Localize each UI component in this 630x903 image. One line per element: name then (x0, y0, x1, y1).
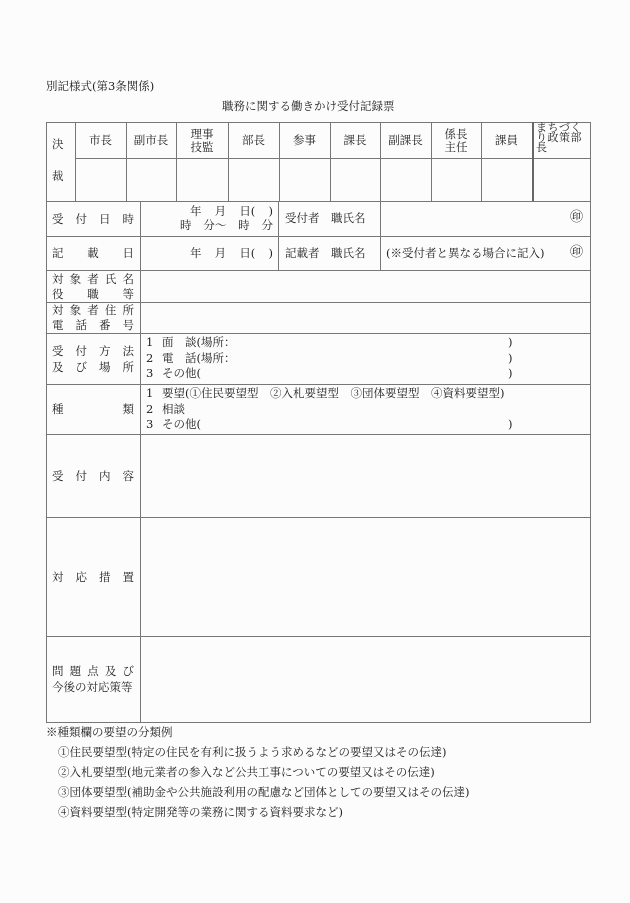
label-char: 話 (75, 318, 87, 332)
receiver-name-field[interactable] (382, 203, 567, 234)
approval-label-bottom: 裁 (52, 169, 64, 183)
approval-header: 課員 (495, 133, 518, 147)
label-char: 方 (99, 343, 111, 358)
approval-header: 部長 (242, 133, 265, 147)
approval-header: 副課長 (388, 133, 423, 147)
approval-stamp-slot[interactable] (381, 159, 430, 200)
option-number: 3 (146, 417, 154, 431)
option-close-paren: ) (508, 417, 513, 431)
approval-stamp-slot[interactable] (229, 159, 278, 200)
label-char: 所 (122, 303, 134, 317)
label-char: 氏 (104, 271, 117, 286)
label-char: 及 (52, 359, 64, 374)
label-char: 場 (99, 359, 111, 374)
label-char: び (122, 664, 134, 678)
approval-header: 参事 (293, 133, 316, 147)
record-date-field[interactable] (190, 247, 273, 260)
label-char: 号 (122, 318, 134, 332)
approval-stamp-slot[interactable] (280, 159, 329, 200)
form-reference: 別記様式(第3条関係) (46, 79, 155, 93)
year-unit: 年 (190, 204, 202, 218)
option-close-paren: ) (508, 366, 513, 380)
response-label (52, 518, 134, 636)
table-border-right (590, 122, 591, 723)
label-line: 今後の対応策等 (52, 680, 133, 694)
approval-header: 理事 技監 (190, 126, 214, 154)
approval-label-top: 決 (52, 137, 64, 151)
hour-unit: 時 (180, 218, 192, 232)
option-text[interactable]: その他( (162, 417, 201, 431)
label-char: 付 (75, 211, 87, 226)
approval-header: 副市長 (133, 133, 169, 147)
label-char: 日 (99, 211, 111, 226)
label-char: 象 (69, 271, 82, 286)
classification-notes (46, 722, 469, 822)
recorder-label: 記載者 職氏名 (285, 246, 366, 260)
label-char: 措 (99, 569, 111, 584)
minute-unit: 分〜 (203, 218, 227, 232)
option-number: 1 (146, 386, 154, 400)
content-field[interactable] (142, 436, 588, 516)
approval-header: 係長 主任 (444, 126, 468, 154)
approval-header: 市長 (89, 133, 112, 147)
label-char: 受 (52, 343, 64, 358)
notes-heading: ※種類欄の要望の分類例 (46, 725, 173, 739)
paren-close: ) (268, 204, 273, 218)
approval-stamp-slot[interactable] (127, 159, 175, 200)
content-label (52, 435, 134, 517)
option-number: 2 (146, 401, 154, 416)
minute-unit: 分 (261, 218, 273, 232)
label-char: び (75, 359, 87, 374)
day-unit: 日( (239, 204, 256, 218)
note-item: ④資料要望型(特定開発等の業務に関する資料要求など) (58, 805, 343, 819)
label-char: 問 (52, 664, 64, 678)
option-text[interactable]: 相談 (162, 401, 185, 416)
column-divider (278, 201, 279, 270)
column-divider (380, 201, 381, 270)
option-close-paren: ) (508, 335, 513, 349)
subject-address-field[interactable] (142, 304, 588, 332)
year-unit: 年 (190, 246, 202, 260)
label-char: 容 (122, 468, 134, 483)
label-char: 対 (52, 271, 64, 286)
option-number: 1 (146, 335, 154, 349)
label-char: 置 (122, 569, 134, 584)
recorder-note: (※受付者と異なる場合に記入) (386, 246, 545, 260)
note-item: ③団体要望型(補助金や公共施設利用の配慮など団体としての要望又はその伝達) (58, 785, 470, 799)
option-close-paren: ) (508, 350, 513, 365)
approval-header: 課長 (343, 133, 367, 147)
approval-stamp-slot[interactable] (533, 159, 589, 200)
label-char: 受 (52, 211, 64, 226)
label-char: 時 (122, 211, 134, 226)
receiver-label: 受付者 職氏名 (285, 211, 366, 225)
approval-stamp-slot[interactable] (331, 159, 379, 200)
label-char: 対 (52, 569, 64, 584)
label-char: 役 (52, 286, 64, 301)
issues-label (52, 637, 134, 722)
label-char: 載 (87, 246, 99, 260)
method-label (52, 334, 134, 384)
response-field[interactable] (142, 519, 588, 635)
form-title: 職務に関する働きかけ受付記録票 (222, 99, 395, 113)
label-char: 者 (87, 303, 99, 317)
reception-date-field[interactable] (180, 205, 273, 232)
month-unit: 月 (214, 246, 227, 260)
note-item: ②入札要望型(地元業者の参入など公共工事についての要望又はその伝達) (58, 765, 435, 779)
type-label (52, 385, 134, 434)
table-border-left (46, 122, 47, 723)
label-char: 者 (87, 271, 99, 286)
option-text[interactable]: 面 談(場所： (162, 335, 236, 349)
approval-stamp-slot[interactable] (177, 159, 227, 200)
approval-stamp-slot[interactable] (76, 159, 125, 200)
option-text[interactable]: 電 話(場所： (162, 350, 236, 365)
subject-address-label (52, 303, 134, 333)
note-item: ①住民要望型(特定の住民を有利に扱うよう求めるなどの要望又はその伝達) (58, 745, 447, 759)
label-char: 等 (122, 286, 134, 301)
hour-unit: 時 (238, 218, 250, 232)
record-date-label (52, 237, 134, 270)
day-unit: 日( (239, 246, 256, 260)
label-char: 付 (75, 468, 87, 483)
approval-stamp-slot[interactable] (432, 159, 480, 200)
subject-name-label (52, 271, 134, 302)
seal-mark: ㊞ (570, 210, 584, 225)
reception-datetime-label (52, 202, 134, 236)
approval-stamp-slot[interactable] (482, 159, 531, 200)
approval-header: まちづく り政策部 長 (536, 121, 582, 154)
label-char: 名 (122, 271, 134, 286)
option-text[interactable]: 要望(①住民要望型 ②入札要望型 ③団体要望型 ④資料要望型) (162, 386, 505, 400)
label-char: 所 (122, 359, 134, 374)
seal-mark: ㊞ (570, 245, 584, 260)
month-unit: 月 (214, 204, 227, 218)
issues-field[interactable] (142, 638, 588, 721)
label-char: 住 (104, 303, 117, 317)
option-number: 3 (146, 366, 154, 380)
label-char: 受 (52, 468, 64, 483)
label-char: 題 (69, 664, 82, 678)
label-char: 対 (52, 303, 64, 317)
paren-close: ) (268, 246, 273, 260)
label-char: 類 (122, 402, 134, 416)
label-char: 付 (75, 343, 87, 358)
option-text[interactable]: その他( (162, 366, 201, 380)
label-char: 日 (122, 246, 134, 260)
label-char: 点 (87, 664, 99, 678)
label-column-divider (140, 201, 141, 722)
label-char: 法 (122, 343, 134, 358)
label-char: 職 (87, 286, 99, 301)
label-char: 象 (69, 303, 82, 317)
label-char: 記 (52, 246, 64, 260)
label-char: 電 (52, 318, 64, 332)
label-char: 番 (99, 318, 111, 332)
label-char: 種 (52, 402, 64, 416)
option-number: 2 (146, 350, 154, 365)
subject-name-field[interactable] (142, 272, 588, 301)
label-char: 及 (104, 664, 117, 678)
label-char: 内 (99, 468, 111, 483)
label-char: 応 (75, 569, 87, 584)
